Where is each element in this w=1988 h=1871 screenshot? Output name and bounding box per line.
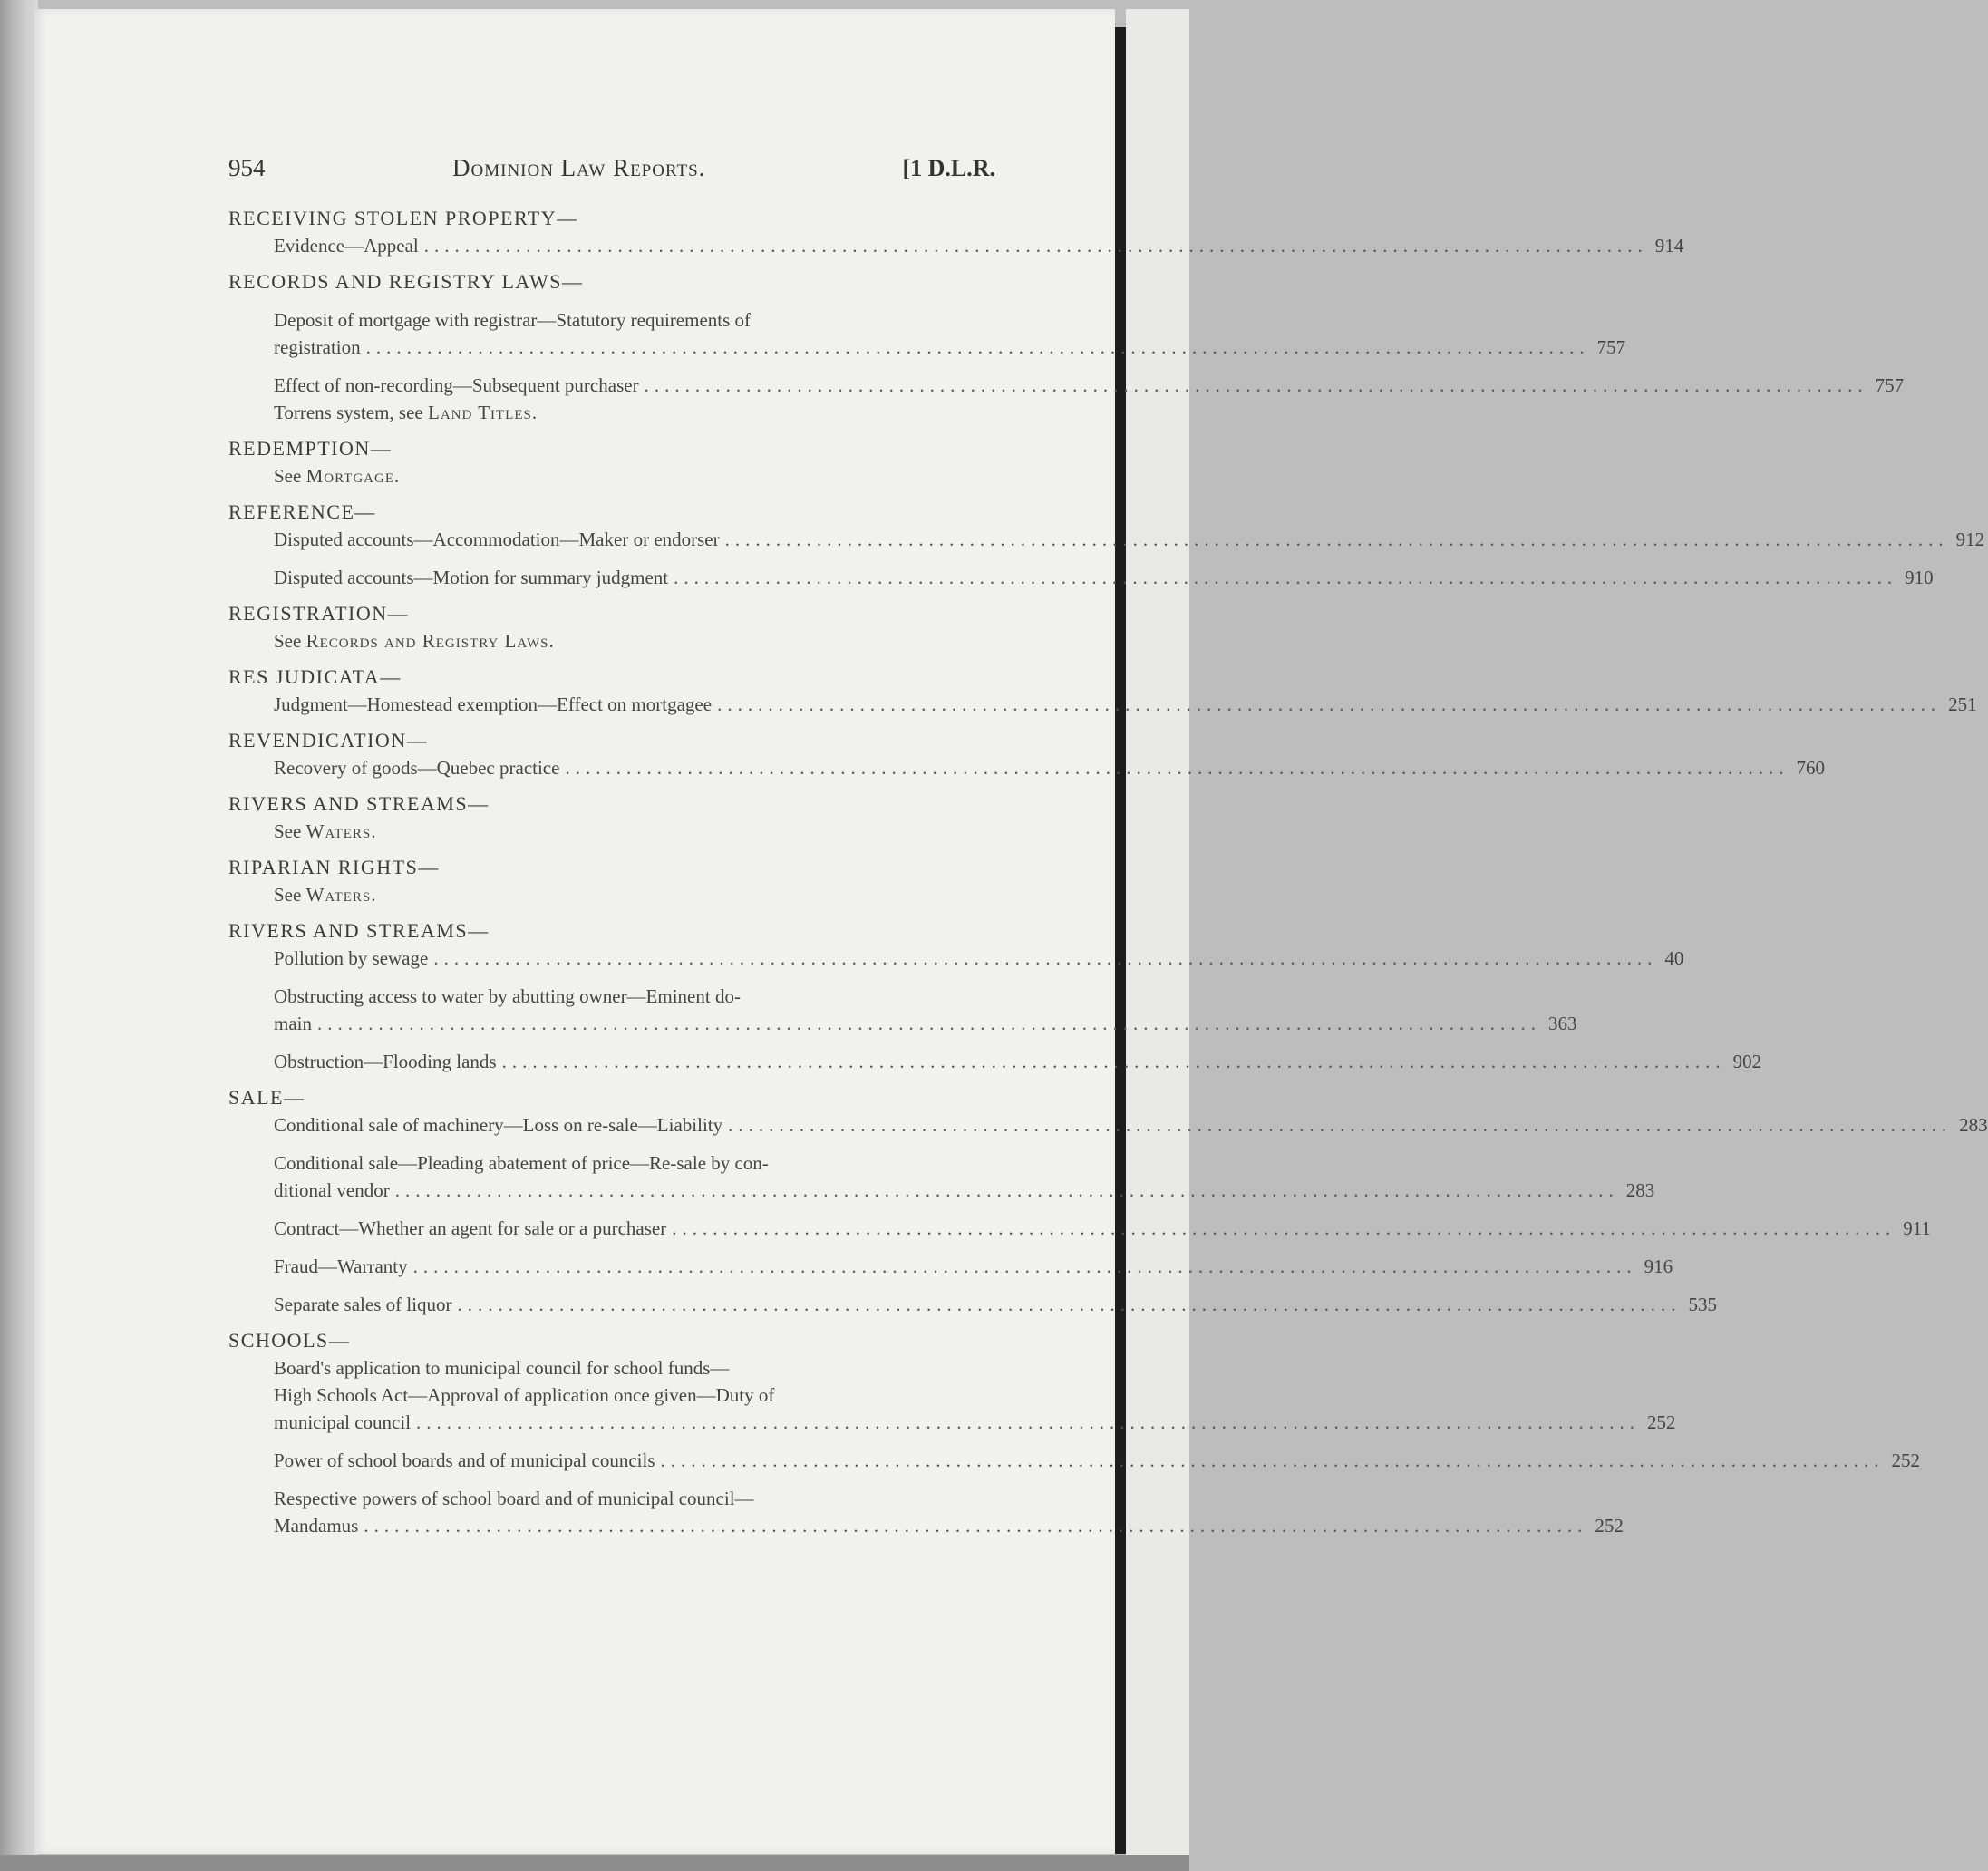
index-entry (274, 881, 995, 908)
book-title: Dominion Law Reports. (452, 154, 706, 181)
index-entry (274, 1149, 1655, 1204)
entry-text: ditional vendor (274, 1179, 390, 1201)
dot-leader: ........................................................................................................................ (394, 1179, 1619, 1201)
cross-reference (274, 462, 995, 490)
dot-leader: ........................................................................................................................ (433, 947, 1658, 969)
index-entry (274, 754, 1825, 781)
section-heading: REGISTRATION— (228, 602, 410, 625)
entry-final-line (274, 564, 1934, 591)
index-entry (274, 232, 1684, 259)
dot-leader: ........................................................................................................................ (365, 336, 1590, 358)
dot-leader: ........................................................................................................................ (672, 1217, 1896, 1239)
index-entry (274, 399, 995, 426)
cross-reference (274, 399, 995, 426)
page-number: 954 (228, 154, 266, 181)
see-label: See (274, 820, 306, 842)
dot-leader: ........................................................................................................................ (317, 1013, 1541, 1034)
entry-text-line: Board's application to municipal council for school funds— (274, 1357, 730, 1379)
page-reference: 363 (1548, 1013, 1577, 1034)
entry-text: municipal council (274, 1411, 412, 1433)
dot-leader: ........................................................................................................................ (423, 235, 1648, 257)
see-label: See (274, 884, 306, 906)
entry-text: Pollution by sewage (274, 947, 429, 969)
entry-text-line: Deposit of mortgage with registrar—Statutory requirements of (274, 309, 752, 331)
index-section (228, 600, 995, 654)
page-binding (1115, 27, 1126, 1854)
entry-final-line (274, 1447, 1920, 1474)
entry-final-line (274, 372, 1905, 399)
index-section (228, 499, 1985, 591)
entry-text: Disputed accounts—Accommodation—Maker or endorser (274, 528, 720, 550)
index-section (228, 854, 995, 908)
entry-text-line: Conditional sale—Pleading abatement of price—Re-sale by con- (274, 1152, 769, 1174)
entry-text: registration (274, 336, 361, 358)
index-section (228, 1327, 1920, 1539)
entry-final-line (274, 1409, 1676, 1436)
section-heading: RIVERS AND STREAMS— (228, 792, 490, 815)
see-target: Land Titles. (428, 402, 538, 423)
entry-final-line (274, 1177, 1655, 1204)
entry-final-line (274, 526, 1985, 553)
entry-text: Mandamus (274, 1515, 359, 1537)
dot-leader: ........................................................................................................................ (416, 1411, 1641, 1433)
page-reference: 916 (1644, 1255, 1673, 1277)
index-entry (274, 1485, 1624, 1539)
entry-final-line (274, 1215, 1931, 1242)
index-entry (274, 1253, 1673, 1280)
index-entry (274, 372, 1905, 399)
index-section (228, 205, 1684, 259)
entry-final-line (274, 754, 1825, 781)
index-section (228, 1084, 1988, 1318)
dot-leader: ........................................................................................................................ (728, 1114, 1953, 1136)
index-entry (274, 1291, 1718, 1318)
entry-final-line (274, 945, 1684, 972)
dot-leader: ........................................................................................................................ (501, 1051, 1726, 1072)
index-entry (274, 1215, 1931, 1242)
entry-text-line: High Schools Act—Approval of application once given—Duty of (274, 1384, 775, 1406)
index-entry (274, 526, 1985, 553)
see-label: See (274, 465, 306, 487)
index-entry (274, 1354, 1676, 1436)
dot-leader: ........................................................................................................................ (457, 1294, 1682, 1315)
page-reference: 252 (1647, 1411, 1676, 1433)
index-entry (274, 564, 1934, 591)
see-target: Waters. (305, 884, 377, 906)
index-entry (274, 691, 1977, 718)
dot-leader: ........................................................................................................................ (644, 374, 1868, 396)
page-reference: 760 (1796, 757, 1825, 779)
index-entry (274, 983, 1577, 1037)
entry-text: Judgment—Homestead exemption—Effect on mortgagee (274, 693, 713, 715)
section-heading: SALE— (228, 1086, 305, 1109)
index-content (228, 154, 1988, 1539)
dot-leader: ........................................................................................................................ (674, 567, 1898, 588)
entry-text-line: Obstructing access to water by abutting owner—Eminent do- (274, 985, 741, 1007)
page-reference: 912 (1955, 528, 1985, 550)
see-target: Records and Registry Laws. (305, 630, 555, 652)
entry-final-line (274, 1111, 1988, 1139)
cross-reference (274, 627, 995, 654)
page-reference: 283 (1959, 1114, 1988, 1136)
index-section (228, 790, 995, 845)
index-section (228, 917, 1762, 1075)
index-entry (274, 1111, 1988, 1139)
page-reference: 910 (1905, 567, 1934, 588)
cross-reference (274, 818, 995, 845)
section-heading: RIPARIAN RIGHTS— (228, 856, 440, 878)
index-entry (274, 1447, 1920, 1474)
section-heading: SCHOOLS— (228, 1329, 351, 1352)
entry-text-line: Respective powers of school board and of municipal council— (274, 1488, 754, 1509)
entry-final-line (274, 1291, 1718, 1318)
section-heading: REVENDICATION— (228, 729, 429, 751)
page-reference: 911 (1903, 1217, 1931, 1239)
page-reference: 40 (1664, 947, 1684, 969)
adjacent-page-edge (1126, 9, 1189, 1858)
page-reference: 757 (1875, 374, 1905, 396)
dot-leader: ........................................................................................................................ (364, 1515, 1588, 1537)
dot-leader: ........................................................................................................................ (660, 1449, 1885, 1471)
section-heading: RECEIVING STOLEN PROPERTY— (228, 207, 578, 229)
entry-final-line (274, 691, 1977, 718)
index-section (228, 268, 1905, 426)
index-section (228, 664, 1977, 718)
running-header (228, 154, 995, 196)
page-reference: 252 (1891, 1449, 1920, 1471)
section-heading: RIVERS AND STREAMS— (228, 919, 490, 942)
page-reference: 902 (1732, 1051, 1762, 1072)
cross-reference (274, 881, 995, 908)
index-entry (274, 462, 995, 490)
index-entry (274, 627, 995, 654)
entry-text: Effect of non-recording—Subsequent purchaser (274, 374, 639, 396)
section-heading: RECORDS AND REGISTRY LAWS— (228, 270, 584, 293)
entry-text: main (274, 1013, 312, 1034)
dot-leader: ........................................................................................................................ (724, 528, 1949, 550)
index-section (228, 435, 995, 490)
see-label: See (274, 630, 306, 652)
index-list (228, 205, 1988, 1539)
see-target: Waters. (305, 820, 377, 842)
dot-leader: ........................................................................................................................ (565, 757, 1789, 779)
entry-text: Power of school boards and of municipal councils (274, 1449, 655, 1471)
entry-final-line (274, 1253, 1673, 1280)
entry-final-line (274, 1048, 1762, 1075)
entry-text: Separate sales of liquor (274, 1294, 452, 1315)
page-reference: 757 (1596, 336, 1626, 358)
scan-bottom-edge (0, 1855, 1189, 1871)
scan-left-edge (0, 0, 38, 1871)
entry-text: Conditional sale of machinery—Loss on re-sale—Liability (274, 1114, 723, 1136)
entry-text: Obstruction—Flooding lands (274, 1051, 497, 1072)
see-target: Mortgage. (305, 465, 401, 487)
section-heading: REFERENCE— (228, 500, 376, 523)
section-heading: RES JUDICATA— (228, 665, 402, 688)
entry-final-line (274, 232, 1684, 259)
entry-final-line (274, 1512, 1624, 1539)
page-reference: 535 (1688, 1294, 1718, 1315)
entry-text: Evidence—Appeal (274, 235, 419, 257)
page-reference: 251 (1948, 693, 1977, 715)
volume-reference: [1 D.L.R. (902, 155, 995, 181)
section-heading: REDEMPTION— (228, 437, 393, 460)
index-entry (274, 818, 995, 845)
index-entry (274, 306, 1626, 361)
see-label: Torrens system, see (274, 402, 428, 423)
dot-leader: ........................................................................................................................ (717, 693, 1942, 715)
index-entry (274, 945, 1684, 972)
entry-final-line (274, 334, 1626, 361)
entry-final-line (274, 1010, 1577, 1037)
entry-text: Disputed accounts—Motion for summary judgment (274, 567, 669, 588)
page-reference: 914 (1654, 235, 1684, 257)
index-entry (274, 1048, 1762, 1075)
entry-text: Fraud—Warranty (274, 1255, 408, 1277)
page-reference: 283 (1625, 1179, 1655, 1201)
page-reference: 252 (1595, 1515, 1624, 1537)
index-section (228, 727, 1825, 781)
entry-text: Recovery of goods—Quebec practice (274, 757, 560, 779)
entry-text: Contract—Whether an agent for sale or a purchaser (274, 1217, 667, 1239)
dot-leader: ........................................................................................................................ (412, 1255, 1637, 1277)
